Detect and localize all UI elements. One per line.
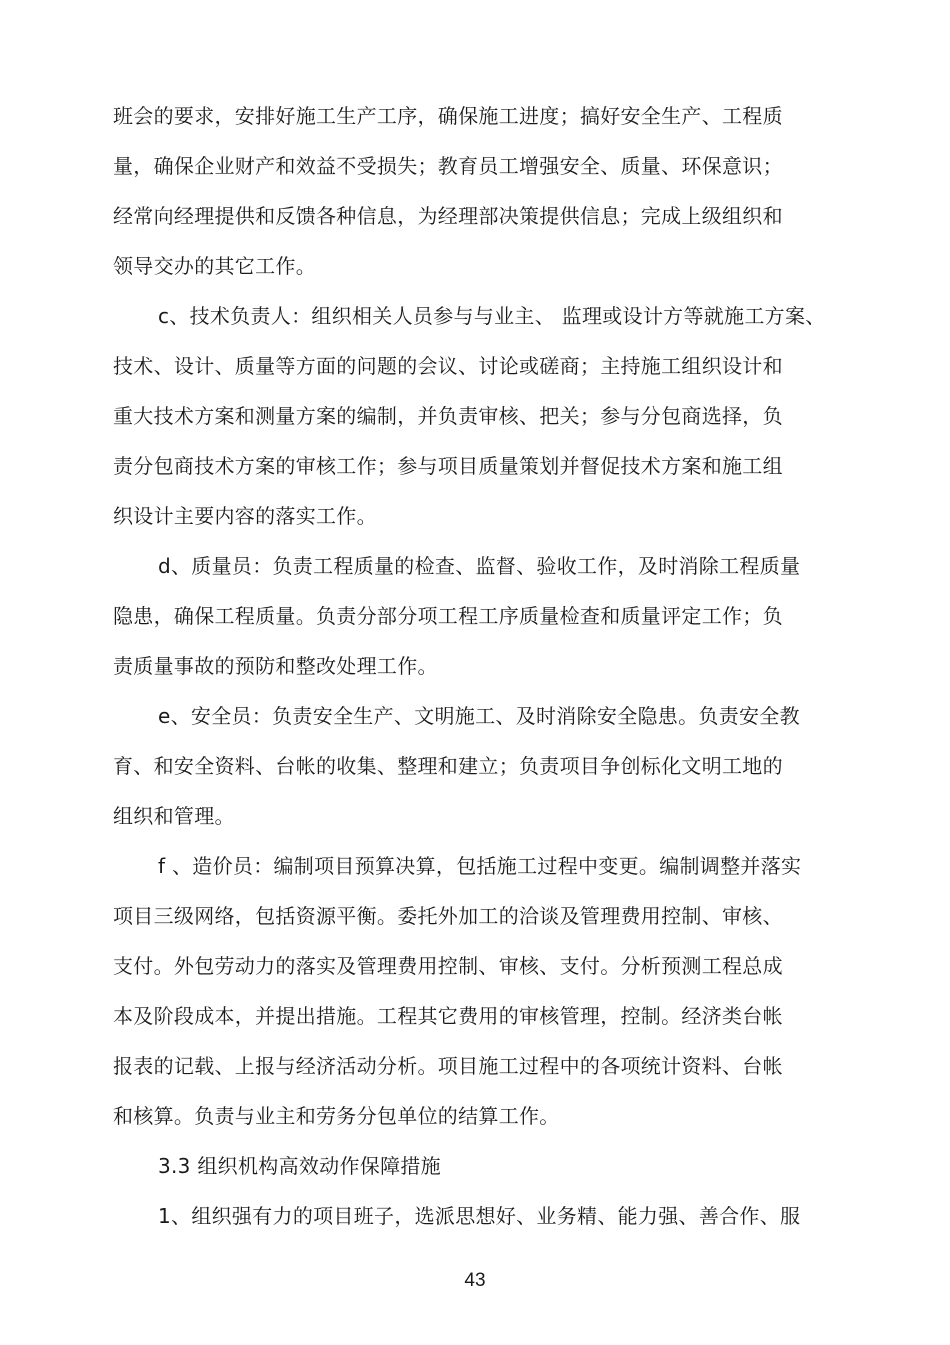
paragraph-quality-inspector: d、质量员：负责工程质量的检查、监督、验收工作，及时消除工程质量: [158, 554, 801, 578]
section-heading-3-3: 3.3 组织机构高效动作保障措施: [158, 1154, 441, 1178]
text-line: 项目三级网络，包括资源平衡。委托外加工的洽谈及管理费用控制、审核、: [113, 904, 783, 928]
text-line: 支付。外包劳动力的落实及管理费用控制、审核、支付。分析预测工程总成: [113, 954, 783, 978]
text-line: 组织和管理。: [113, 804, 235, 828]
text-line: 和核算。负责与业主和劳务分包单位的结算工作。: [113, 1104, 560, 1128]
text-line: 责质量事故的预防和整改处理工作。: [113, 654, 438, 678]
text-line: 经常向经理提供和反馈各种信息，为经理部决策提供信息；完成上级组织和: [113, 204, 783, 228]
paragraph-measure-1: 1、组织强有力的项目班子，选派思想好、业务精、能力强、善合作、服: [158, 1204, 801, 1228]
text-line: 本及阶段成本，并提出措施。工程其它费用的审核管理，控制。经济类台帐: [113, 1004, 783, 1028]
text-line: 量，确保企业财产和效益不受损失；教育员工增强安全、质量、环保意识；: [113, 154, 783, 178]
paragraph-cost-estimator: f 、造价员：编制项目预算决算，包括施工过程中变更。编制调整并落实: [158, 854, 802, 878]
paragraph-technical-lead: c、技术负责人：组织相关人员参与与业主、 监理或设计方等就施工方案、: [158, 304, 826, 328]
text-line: 领导交办的其它工作。: [113, 254, 316, 278]
text-line: 责分包商技术方案的审核工作；参与项目质量策划并督促技术方案和施工组: [113, 454, 783, 478]
page-number: 43: [464, 1270, 486, 1291]
text-line: 报表的记载、上报与经济活动分析。项目施工过程中的各项统计资料、台帐: [113, 1054, 783, 1078]
text-line: 育、和安全资料、台帐的收集、整理和建立；负责项目争创标化文明工地的: [113, 754, 783, 778]
text-line: 技术、设计、质量等方面的问题的会议、讨论或磋商；主持施工组织设计和: [113, 354, 783, 378]
text-line: 隐患，确保工程质量。负责分部分项工程工序质量检查和质量评定工作；负: [113, 604, 783, 628]
text-line: 重大技术方案和测量方案的编制，并负责审核、把关；参与分包商选择，负: [113, 404, 783, 428]
text-line: 班会的要求，安排好施工生产工序，确保施工进度；搞好安全生产、工程质: [113, 104, 783, 128]
text-line: 织设计主要内容的落实工作。: [113, 504, 377, 528]
paragraph-safety-officer: e、安全员：负责安全生产、文明施工、及时消除安全隐患。负责安全教: [158, 704, 800, 728]
